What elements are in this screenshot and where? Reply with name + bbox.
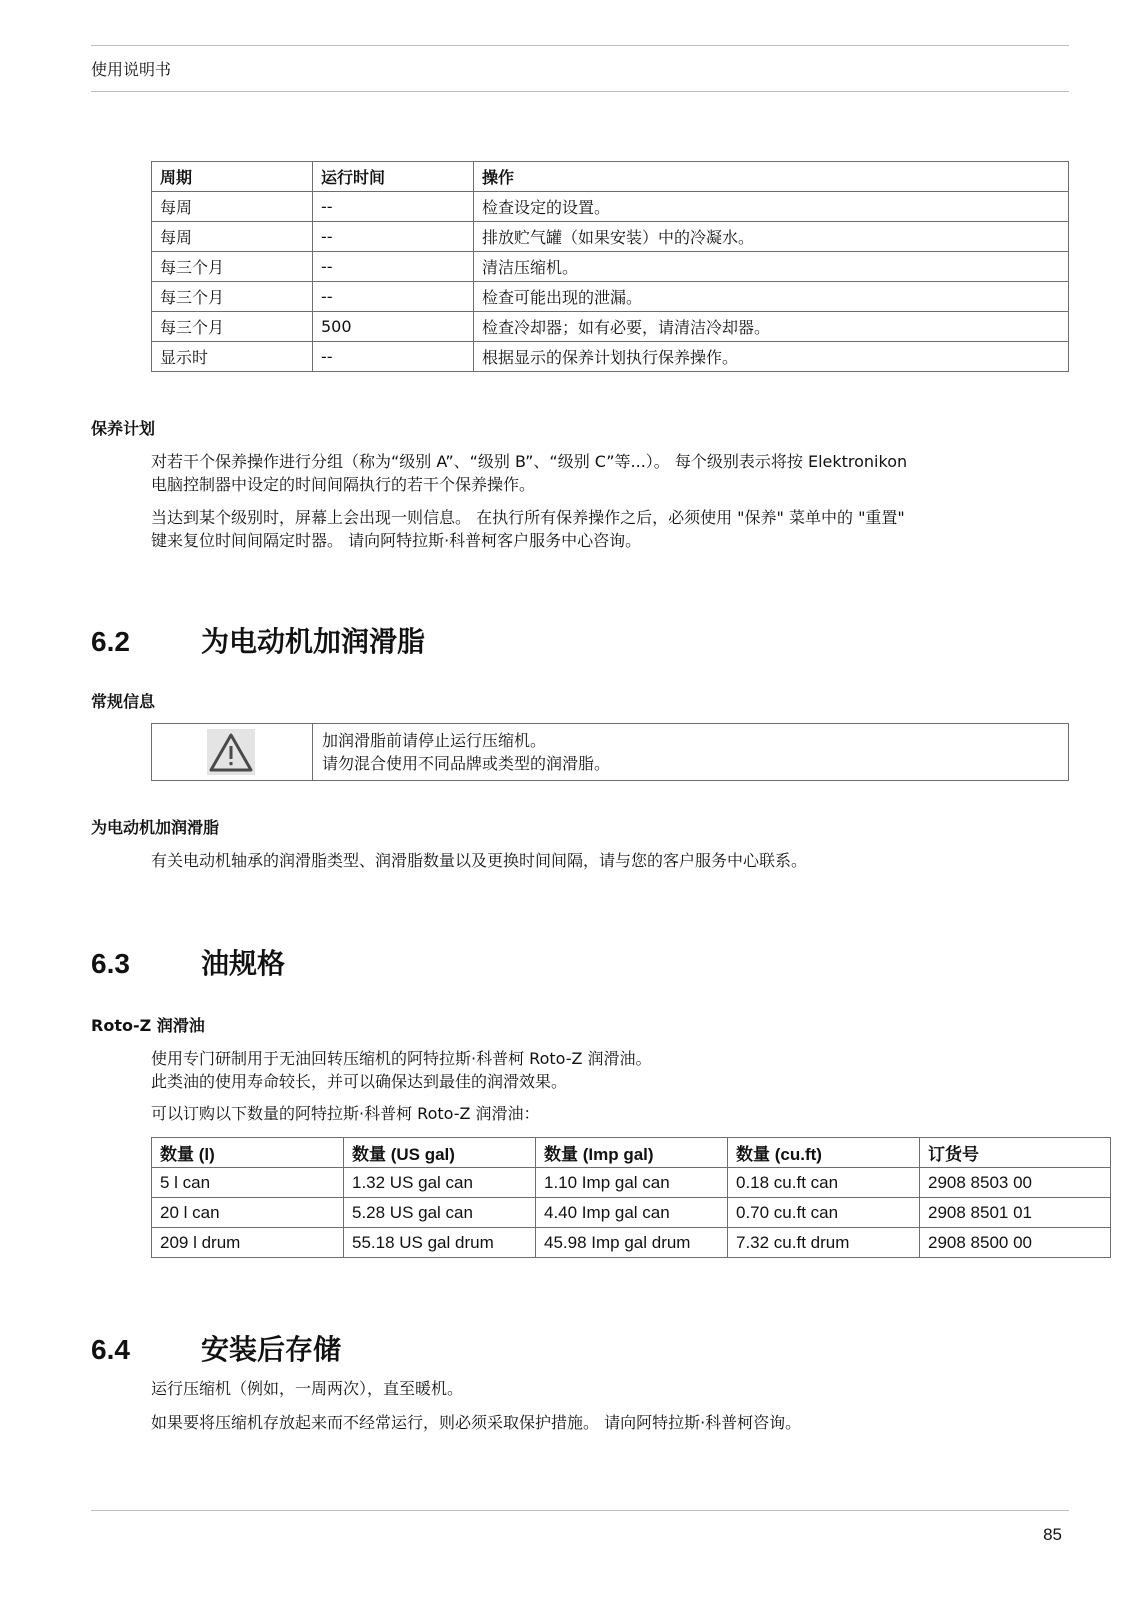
service-plan-p1-line1: 对若干个保养操作进行分组（称为“级别 A”、“级别 B”、“级别 C”等...）。 每个级别表示将按 Elektronikon bbox=[151, 452, 908, 471]
table-cell: 排放贮气罐（如果安装）中的冷凝水。 bbox=[474, 222, 1069, 252]
roto-z-paragraph-1 bbox=[151, 1047, 1051, 1093]
table-cell: 4.40 Imp gal can bbox=[536, 1198, 728, 1228]
table-row bbox=[152, 252, 1069, 282]
storage-paragraph-2: 如果要将压缩机存放起来而不经常运行，则必须采取保护措施。 请向阿特拉斯·科普柯咨询。 bbox=[151, 1413, 802, 1432]
table-cell: 2908 8501 01 bbox=[920, 1198, 1111, 1228]
general-info-heading: 常规信息 bbox=[91, 692, 156, 711]
header-rule-bottom bbox=[91, 91, 1069, 92]
table-cell: 1.10 Imp gal can bbox=[536, 1168, 728, 1198]
service-plan-p1-line2: 电脑控制器中设定的时间间隔执行的若干个保养操作。 bbox=[151, 475, 536, 494]
table-row bbox=[152, 1168, 1111, 1198]
table-cell: 5 l can bbox=[152, 1168, 344, 1198]
column-header-cu-ft: 数量 (cu.ft) bbox=[728, 1138, 920, 1168]
service-plan-paragraph-1 bbox=[151, 450, 1051, 496]
service-plan-paragraph-2 bbox=[151, 506, 1051, 552]
column-header-running-hours: 运行时间 bbox=[313, 162, 474, 192]
table-row bbox=[152, 312, 1069, 342]
table-cell: -- bbox=[313, 282, 474, 312]
table-row bbox=[152, 192, 1069, 222]
column-header-action: 操作 bbox=[474, 162, 1069, 192]
storage-paragraph-1: 运行压缩机（例如，一周两次），直至暖机。 bbox=[151, 1379, 464, 1398]
column-header-us-gal: 数量 (US gal) bbox=[344, 1138, 536, 1168]
table-cell: 每三个月 bbox=[152, 312, 313, 342]
section-number: 6.2 bbox=[91, 626, 130, 657]
warning-box bbox=[151, 723, 1069, 781]
table-cell: 显示时 bbox=[152, 342, 313, 372]
section-title: 油规格 bbox=[201, 947, 286, 980]
table-cell: 1.32 US gal can bbox=[344, 1168, 536, 1198]
column-header-liters: 数量 (l) bbox=[152, 1138, 344, 1168]
table-row bbox=[152, 1228, 1111, 1258]
section-6-3-heading bbox=[91, 942, 285, 982]
table-cell: 7.32 cu.ft drum bbox=[728, 1228, 920, 1258]
table-cell: 检查可能出现的泄漏。 bbox=[474, 282, 1069, 312]
roto-z-p1-line1: 使用专门研制用于无油回转压缩机的阿特拉斯·科普柯 Roto-Z 润滑油。 bbox=[151, 1049, 652, 1068]
maintenance-schedule-table bbox=[151, 161, 1069, 372]
table-cell: 45.98 Imp gal drum bbox=[536, 1228, 728, 1258]
roto-z-oil-heading: Roto-Z 润滑油 bbox=[91, 1016, 205, 1035]
table-cell: 检查冷却器；如有必要，请清洁冷却器。 bbox=[474, 312, 1069, 342]
roto-z-p1-line2: 此类油的使用寿命较长，并可以确保达到最佳的润滑效果。 bbox=[151, 1072, 568, 1091]
footer-rule bbox=[91, 1510, 1069, 1511]
table-cell: 2908 8500 00 bbox=[920, 1228, 1111, 1258]
table-row bbox=[152, 1198, 1111, 1228]
table-header-row bbox=[152, 1138, 1111, 1168]
table-cell: 2908 8503 00 bbox=[920, 1168, 1111, 1198]
table-cell: 55.18 US gal drum bbox=[344, 1228, 536, 1258]
table-cell: 每三个月 bbox=[152, 282, 313, 312]
greasing-paragraph: 有关电动机轴承的润滑脂类型、润滑脂数量以及更换时间间隔，请与您的客户服务中心联系。 bbox=[151, 851, 808, 870]
table-cell: 清洁压缩机。 bbox=[474, 252, 1069, 282]
table-cell: 每周 bbox=[152, 192, 313, 222]
warning-line-1: 加润滑脂前请停止运行压缩机。 bbox=[322, 731, 547, 750]
table-cell: 0.18 cu.ft can bbox=[728, 1168, 920, 1198]
table-row bbox=[152, 222, 1069, 252]
section-title: 安装后存储 bbox=[201, 1333, 342, 1366]
section-title: 为电动机加润滑脂 bbox=[201, 625, 426, 658]
table-cell: 209 l drum bbox=[152, 1228, 344, 1258]
table-cell: -- bbox=[313, 342, 474, 372]
column-header-order-number: 订货号 bbox=[920, 1138, 1111, 1168]
table-cell: -- bbox=[313, 252, 474, 282]
table-cell: -- bbox=[313, 222, 474, 252]
table-cell: 每三个月 bbox=[152, 252, 313, 282]
section-number: 6.4 bbox=[91, 1334, 130, 1365]
service-plan-heading: 保养计划 bbox=[91, 419, 156, 438]
warning-triangle-icon bbox=[207, 729, 255, 775]
warning-line-2: 请勿混合使用不同品牌或类型的润滑脂。 bbox=[322, 754, 611, 773]
warning-icon-cell bbox=[152, 724, 313, 780]
table-row bbox=[152, 282, 1069, 312]
table-cell: 20 l can bbox=[152, 1198, 344, 1228]
table-cell: -- bbox=[313, 192, 474, 222]
service-plan-p2-line1: 当达到某个级别时，屏幕上会出现一则信息。 在执行所有保养操作之后，必须使用 "保养" 菜单中的 "重置" bbox=[151, 508, 905, 527]
table-cell: 500 bbox=[313, 312, 474, 342]
section-number: 6.3 bbox=[91, 948, 130, 979]
table-cell: 根据显示的保养计划执行保养操作。 bbox=[474, 342, 1069, 372]
table-row bbox=[152, 342, 1069, 372]
section-6-4-heading bbox=[91, 1328, 341, 1368]
column-header-imp-gal: 数量 (Imp gal) bbox=[536, 1138, 728, 1168]
table-cell: 5.28 US gal can bbox=[344, 1198, 536, 1228]
oil-order-table bbox=[151, 1137, 1111, 1258]
table-cell: 每周 bbox=[152, 222, 313, 252]
roto-z-paragraph-2: 可以订购以下数量的阿特拉斯·科普柯 Roto-Z 润滑油： bbox=[151, 1104, 540, 1123]
warning-text bbox=[322, 729, 610, 775]
document-header-title: 使用说明书 bbox=[91, 60, 172, 79]
header-rule-top bbox=[91, 45, 1069, 46]
greasing-subheading: 为电动机加润滑脂 bbox=[91, 818, 220, 837]
column-header-period: 周期 bbox=[152, 162, 313, 192]
table-header-row bbox=[152, 162, 1069, 192]
table-cell: 0.70 cu.ft can bbox=[728, 1198, 920, 1228]
service-plan-p2-line2: 键来复位时间间隔定时器。 请向阿特拉斯·科普柯客户服务中心咨询。 bbox=[151, 531, 642, 550]
section-6-2-heading bbox=[91, 620, 425, 660]
table-cell: 检查设定的设置。 bbox=[474, 192, 1069, 222]
page-number: 85 bbox=[1043, 1525, 1062, 1544]
